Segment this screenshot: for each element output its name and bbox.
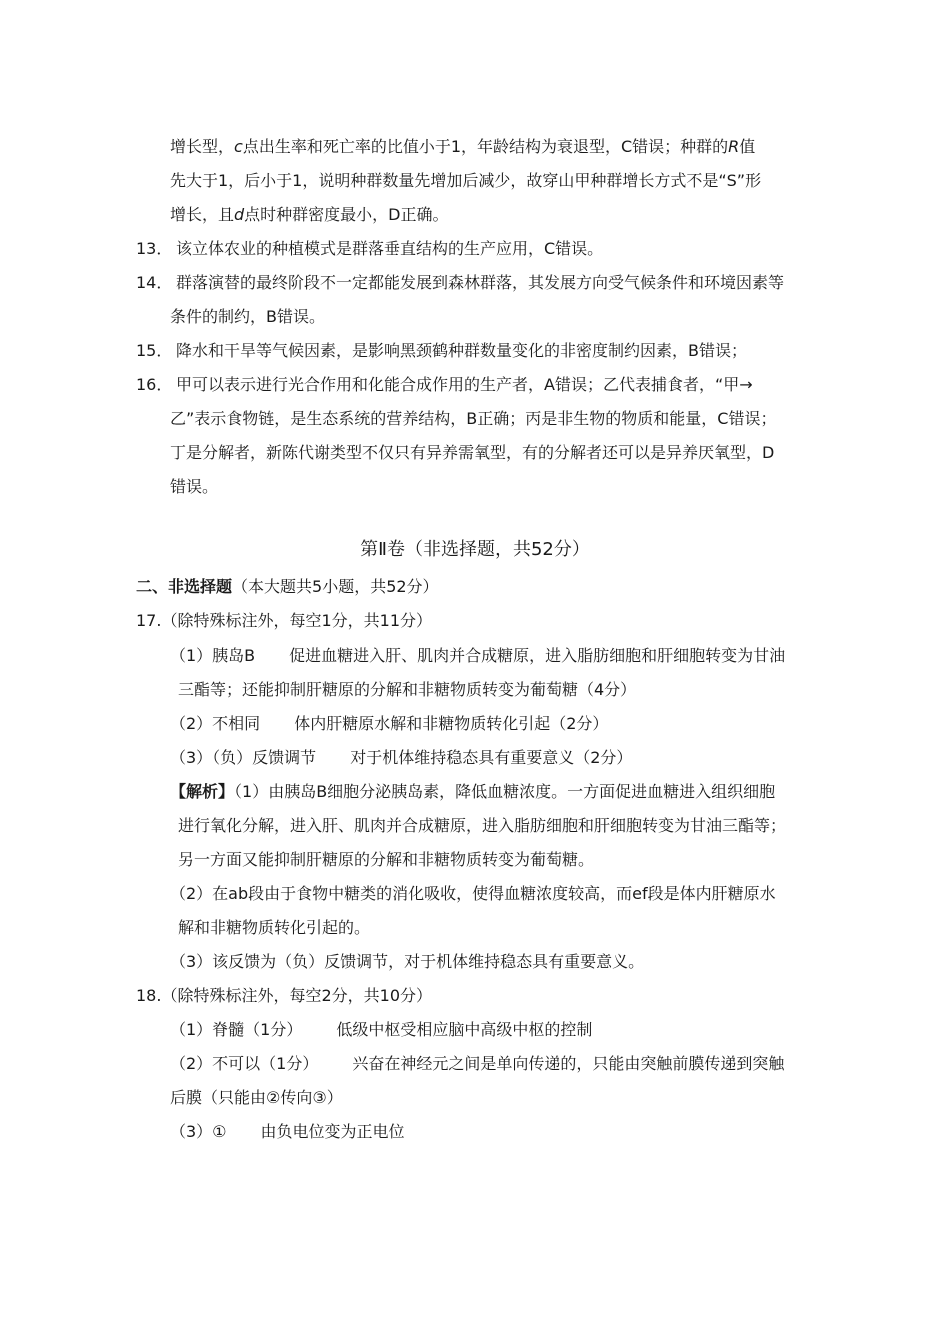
q17-explanation-1-cont2: 另一方面又能抑制肝糖原的分解和非糖物质转变为葡萄糖。: [178, 850, 595, 869]
q12-line-2: 先大于1，后小于1，说明种群数量先增加后减少，故穿山甲种群增长方式不是“S”形: [170, 171, 762, 190]
q18-header: [136, 985, 432, 1007]
q17-header: [136, 610, 432, 632]
question-number: 13．: [136, 239, 173, 258]
heading-note: （本大题共5小题，共52分）: [232, 577, 439, 596]
answer-part: （3）（负）反馈调节: [170, 748, 317, 767]
q14-line-1: [136, 272, 784, 294]
answer-part: （2）不相同: [170, 714, 261, 733]
q17-answer-3: [170, 747, 632, 769]
q17-explanation-3: （3）该反馈为（负）反馈调节，对于机体维持稳态具有重要意义。: [170, 952, 645, 971]
text: 增长，且: [170, 205, 235, 224]
answer-part: 低级中枢受相应脑中高级中枢的控制: [336, 1020, 593, 1039]
q18-answer-1: [170, 1019, 592, 1041]
question-number: 16．: [136, 375, 173, 394]
q17-explanation-2-cont: 解和非糖物质转化引起的。: [178, 918, 371, 937]
answer-part: 体内肝糖原水解和非糖物质转化引起（2分）: [294, 714, 609, 733]
answer-part: （1）胰岛B: [170, 646, 256, 665]
answer-text: 降水和干旱等气候因素，是影响黑颈鹤种群数量变化的非密度制约因素，B错误；: [176, 341, 747, 360]
question-number: 17.: [136, 611, 162, 630]
q17-answer-2: [170, 713, 608, 735]
variable-c: c: [234, 137, 243, 156]
q14-line-2: 条件的制约，B错误。: [170, 307, 325, 326]
answer-text: 群落演替的最终阶段不一定都能发展到森林群落，其发展方向受气候条件和环境因素等: [176, 273, 785, 292]
q18-answer-2-cont: 后膜（只能由②传向③）: [170, 1088, 343, 1107]
question-number: 15．: [136, 341, 173, 360]
q16-line-4: 错误。: [170, 477, 219, 496]
answer-part: 促进血糖进入肝、肌肉并合成糖原，进入脂肪细胞和肝细胞转变为甘油: [289, 646, 786, 665]
answer-part: 对于机体维持稳态具有重要意义（2分）: [350, 748, 633, 767]
q12-line-3: [170, 204, 449, 226]
section-title: 第Ⅱ卷（非选择题，共52分）: [360, 539, 590, 560]
answer-text: 该立体农业的种植模式是群落垂直结构的生产应用，C错误。: [176, 239, 604, 258]
heading-label: 二、非选择题: [136, 577, 233, 596]
answer-text: 甲可以表示进行光合作用和化能合成作用的生产者，A错误；乙代表捕食者，“甲→: [176, 375, 753, 394]
scoring-note: （除特殊标注外，每空2分，共10分）: [161, 986, 432, 1005]
question-number: 14．: [136, 273, 173, 292]
explanation-text: （1）由胰岛B细胞分泌胰岛素，降低血糖浓度。一方面促进血糖进入组织细胞: [234, 782, 776, 801]
answer-part: （2）不可以（1分）: [170, 1054, 319, 1073]
q15-line: [136, 340, 747, 362]
q16-line-2: 乙”表示食物链，是生态系统的营养结构，B正确；丙是非生物的物质和能量，C错误；: [170, 409, 777, 428]
answer-part: 兴奋在神经元之间是单向传递的，只能由突触前膜传递到突触: [352, 1054, 785, 1073]
explanation-label: 【解析】: [170, 782, 235, 801]
variable-d: d: [234, 205, 245, 224]
answer-part: 由负电位变为正电位: [260, 1122, 405, 1141]
question-number: 18.: [136, 986, 162, 1005]
text: 点出生率和死亡率的比值小于1，年龄结构为衰退型，C错误；种群的: [242, 137, 729, 156]
q18-answer-2: [170, 1053, 784, 1075]
q16-line-1: [136, 374, 753, 396]
q17-explanation-1-cont: 进行氧化分解，进入肝、肌肉并合成糖原，进入脂肪细胞和肝细胞转变为甘油三酯等；: [178, 816, 787, 835]
text: 值: [739, 137, 756, 156]
text: 点时种群密度最小，D正确。: [244, 205, 449, 224]
scoring-note: （除特殊标注外，每空1分，共11分）: [161, 611, 432, 630]
section-heading: [136, 576, 439, 598]
q18-answer-3: [170, 1121, 405, 1143]
q17-explanation-1: [170, 781, 775, 803]
q16-line-3: 丁是分解者，新陈代谢类型不仅只有异养需氧型，有的分解者还可以是异养厌氧型，D: [170, 443, 775, 462]
text: 增长型，: [170, 137, 235, 156]
q17-answer-1-cont: 三酯等；还能抑制肝糖原的分解和非糖物质转变为葡萄糖（4分）: [178, 680, 637, 699]
q13-line: [136, 238, 603, 260]
variable-r: R: [728, 137, 740, 156]
q17-answer-1: [170, 645, 785, 667]
q12-line-1: [170, 136, 755, 158]
answer-part: （3）①: [170, 1122, 227, 1141]
q17-explanation-2: （2）在ab段由于食物中糖类的消化吸收，使得血糖浓度较高，而ef段是体内肝糖原水: [170, 884, 776, 903]
answer-part: （1）脊髓（1分）: [170, 1020, 303, 1039]
